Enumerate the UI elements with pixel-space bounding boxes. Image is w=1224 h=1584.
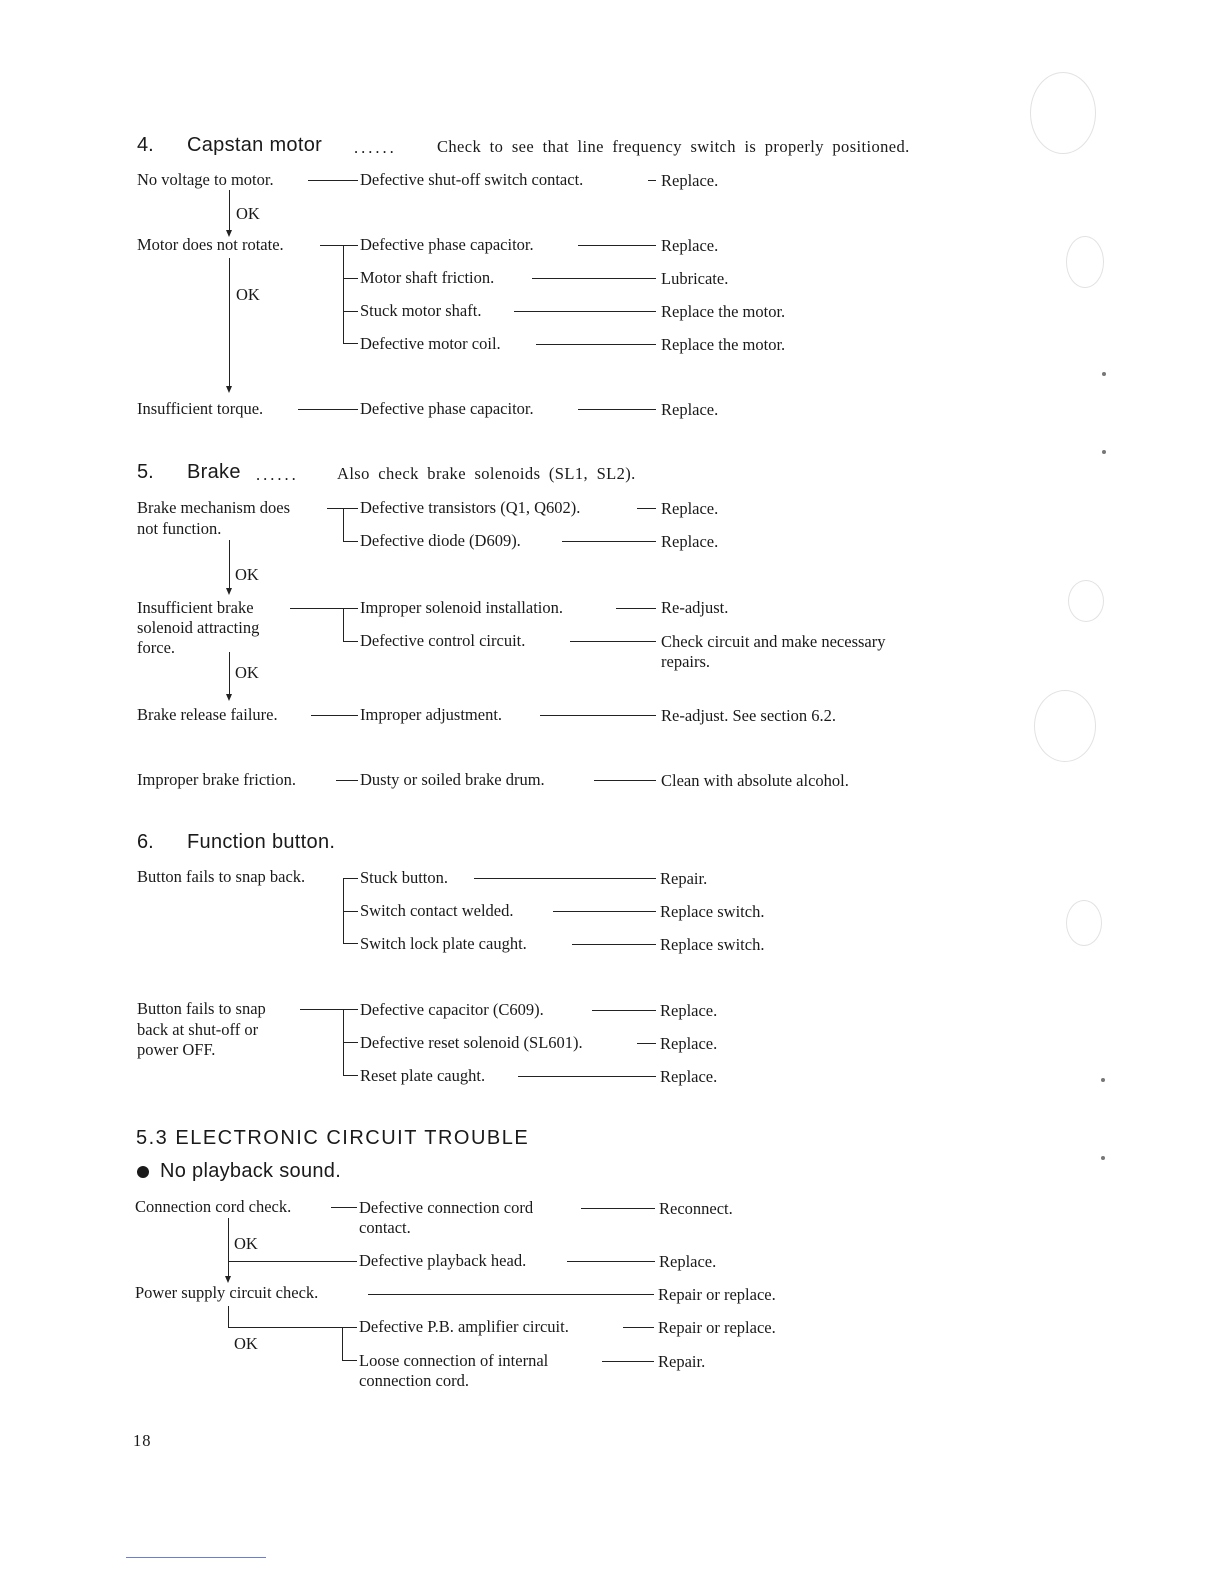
remedy-replace-switch: Replace switch. <box>660 902 765 921</box>
symptom-insufficient-brake-cont1: solenoid attracting <box>137 618 260 637</box>
symptom-insufficient-brake: Insufficient brake <box>137 598 254 617</box>
cause-reset-plate: Reset plate caught. <box>360 1066 486 1085</box>
symptom-snap-shutoff: Button fails to snap <box>137 999 266 1018</box>
symptom-snap-shutoff-cont2: power OFF. <box>137 1040 216 1059</box>
cause-connection-cord: Defective connection cord <box>359 1198 534 1217</box>
remedy-repair-replace: Repair or replace. <box>658 1318 776 1337</box>
cause-phase-capacitor: Defective phase capacitor. <box>360 399 534 418</box>
remedy-replace: Replace. <box>659 1252 717 1271</box>
cause-switch-welded: Switch contact welded. <box>360 901 514 920</box>
symptom-connection-cord: Connection cord check. <box>135 1197 292 1216</box>
section-5-number: 5. <box>137 461 154 483</box>
section-5-note: Also check brake solenoids (SL1, SL2). <box>337 464 636 483</box>
cause-motor-coil: Defective motor coil. <box>360 334 501 353</box>
page-number: 18 <box>133 1431 152 1450</box>
remedy-replace-switch: Replace switch. <box>660 935 765 954</box>
cause-improper-adjustment: Improper adjustment. <box>360 705 503 724</box>
remedy-readjust: Re-adjust. <box>661 598 729 617</box>
remedy-replace: Replace. <box>660 1001 718 1020</box>
ok-label: OK <box>235 565 259 584</box>
remedy-repair-replace: Repair or replace. <box>658 1285 776 1304</box>
section-4-note: Check to see that line frequency switch is properly positioned. <box>437 137 910 156</box>
ok-label: OK <box>234 1234 258 1253</box>
symptom-brake-friction: Improper brake friction. <box>137 770 296 789</box>
remedy-replace: Replace. <box>661 236 719 255</box>
cause-lock-plate: Switch lock plate caught. <box>360 934 527 953</box>
ok-label: OK <box>236 204 260 223</box>
cause-pb-amplifier: Defective P.B. amplifier circuit. <box>359 1317 569 1336</box>
symptom-snap-back: Button fails to snap back. <box>137 867 306 886</box>
symptom-power-supply: Power supply circuit check. <box>135 1283 319 1302</box>
section-5-dots: ...... <box>256 465 299 484</box>
scan-artifact <box>1068 580 1104 622</box>
remedy-replace: Replace. <box>661 532 719 551</box>
cause-connection-cord-cont: contact. <box>359 1218 411 1237</box>
section-4-number: 4. <box>137 134 154 156</box>
remedy-lubricate: Lubricate. <box>661 269 729 288</box>
scan-artifact <box>1066 900 1102 946</box>
cause-playback-head: Defective playback head. <box>359 1251 527 1270</box>
scan-speck <box>1101 1156 1105 1160</box>
scan-artifact <box>1034 690 1096 762</box>
remedy-reconnect: Reconnect. <box>659 1199 733 1218</box>
cause-stuck-button: Stuck button. <box>360 868 449 887</box>
cause-solenoid-installation: Improper solenoid installation. <box>360 598 564 617</box>
symptom-insufficient-brake-cont2: force. <box>137 638 176 657</box>
scan-speck <box>1102 450 1106 454</box>
section-5-3-title: 5.3 ELECTRONIC CIRCUIT TROUBLE <box>136 1127 530 1149</box>
symptom-insufficient-torque: Insufficient torque. <box>137 399 264 418</box>
section-4-title: Capstan motor <box>187 134 323 156</box>
cause-shaft-friction: Motor shaft friction. <box>360 268 495 287</box>
symptom-motor-not-rotate: Motor does not rotate. <box>137 235 284 254</box>
remedy-replace-motor: Replace the motor. <box>661 302 786 321</box>
ok-label: OK <box>234 1334 258 1353</box>
cause-shutoff-contact: Defective shut-off switch contact. <box>360 170 584 189</box>
cause-stuck-shaft: Stuck motor shaft. <box>360 301 482 320</box>
cause-capacitor-c609: Defective capacitor (C609). <box>360 1000 544 1019</box>
scan-speck <box>1102 372 1106 376</box>
cause-loose-connection-cont: connection cord. <box>359 1371 469 1390</box>
remedy-check-circuit-cont: repairs. <box>661 652 711 671</box>
section-4-dots: ...... <box>354 138 397 157</box>
remedy-readjust-section: Re-adjust. See section 6.2. <box>661 706 837 725</box>
remedy-check-circuit: Check circuit and make necessary <box>661 632 886 651</box>
remedy-repair: Repair. <box>658 1352 706 1371</box>
symptom-no-voltage: No voltage to motor. <box>137 170 274 189</box>
remedy-replace: Replace. <box>661 499 719 518</box>
scan-artifact <box>1030 72 1096 154</box>
cause-transistors: Defective transistors (Q1, Q602). <box>360 498 581 517</box>
section-5-3-subtitle: No playback sound. <box>160 1160 342 1182</box>
remedy-replace: Replace. <box>660 1034 718 1053</box>
remedy-replace-motor: Replace the motor. <box>661 335 786 354</box>
cause-reset-solenoid: Defective reset solenoid (SL601). <box>360 1033 583 1052</box>
cause-loose-connection: Loose connection of internal <box>359 1351 549 1370</box>
cause-control-circuit: Defective control circuit. <box>360 631 526 650</box>
section-6-title: Function button. <box>187 831 336 853</box>
symptom-brake-not-function-cont: not function. <box>137 519 222 538</box>
scan-speck <box>1101 1078 1105 1082</box>
symptom-snap-shutoff-cont1: back at shut-off or <box>137 1020 259 1039</box>
bullet-icon <box>137 1166 149 1178</box>
symptom-release-failure: Brake release failure. <box>137 705 278 724</box>
section-6-number: 6. <box>137 831 154 853</box>
remedy-repair: Repair. <box>660 869 708 888</box>
cause-diode: Defective diode (D609). <box>360 531 521 550</box>
scan-edge-line <box>126 1557 266 1558</box>
scan-artifact <box>1066 236 1104 288</box>
remedy-clean-alcohol: Clean with absolute alcohol. <box>661 771 849 790</box>
ok-label: OK <box>235 663 259 682</box>
symptom-brake-not-function: Brake mechanism does <box>137 498 291 517</box>
cause-dusty-drum: Dusty or soiled brake drum. <box>360 770 545 789</box>
remedy-replace: Replace. <box>660 1067 718 1086</box>
cause-phase-capacitor: Defective phase capacitor. <box>360 235 534 254</box>
remedy-replace: Replace. <box>661 400 719 419</box>
section-5-title: Brake <box>187 461 241 483</box>
ok-label: OK <box>236 285 260 304</box>
remedy-replace: Replace. <box>661 171 719 190</box>
